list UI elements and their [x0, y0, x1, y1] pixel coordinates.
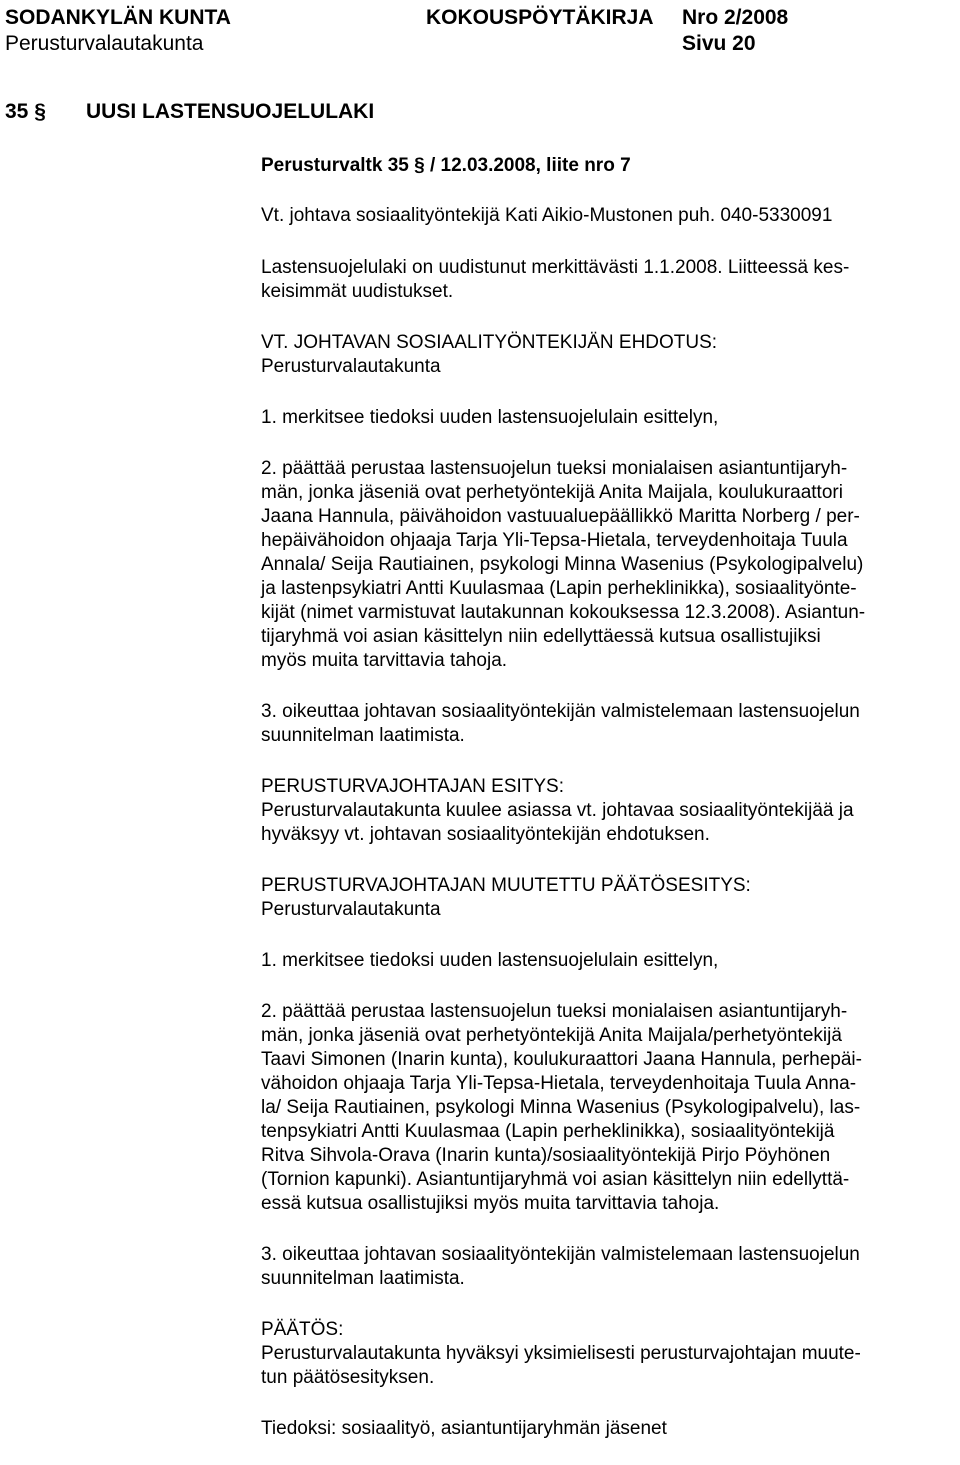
document-type: KOKOUSPÖYTÄKIRJA — [426, 6, 654, 29]
proposal3-item2-line: män, jonka jäseniä ovat perhetyöntekijä Anita Maijala/perhetyöntekijä — [261, 1025, 842, 1046]
committee-name: Perusturvalautakunta — [5, 32, 204, 55]
proposal3-body: Perusturvalautakunta — [261, 899, 441, 920]
proposal3-item2-line: tenpsykiatri Antti Kuulasmaa (Lapin perheklinikka), sosiaalityöntekijä — [261, 1121, 835, 1142]
proposal1-item2-line: tijaryhmä voi asian käsittelyn niin edellyttäessä kutsua osallistujiksi — [261, 626, 821, 647]
proposal1-item3-line: suunnitelman laatimista. — [261, 725, 465, 746]
proposal1-item2-line: Annala/ Seija Rautiainen, psykologi Minna Wasenius (Psykologipalvelu) — [261, 554, 864, 575]
proposal3-item2-line: (Tornion kapunki). Asiantuntijaryhmä voi asian käsittelyn niin edellyttä- — [261, 1169, 850, 1190]
proposal3-heading: PERUSTURVAJOHTAJAN MUUTETTU PÄÄTÖSESITYS: — [261, 875, 751, 896]
distribution-line: Tiedoksi: sosiaalityö, asiantuntijaryhmän jäsenet — [261, 1418, 667, 1439]
proposal1-item2-line: ja lastenpsykiatri Antti Kuulasmaa (Lapin perheklinikka), sosiaalityönte- — [261, 578, 857, 599]
proposal3-item2-line: la/ Seija Rautiainen, psykologi Minna Wasenius (Psykologipalvelu), las- — [261, 1097, 861, 1118]
page-number: Sivu 20 — [682, 32, 756, 55]
proposal1-item2-line: Jaana Hannula, päivähoidon vastuualuepäällikkö Maritta Norberg / per- — [261, 506, 860, 527]
proposal3-item3-line: suunnitelman laatimista. — [261, 1268, 465, 1289]
section-number: 35 § — [5, 100, 46, 123]
proposal2-body-line: Perusturvalautakunta kuulee asiassa vt. johtavaa sosiaalityöntekijää ja — [261, 800, 854, 821]
intro-line-2: keisimmät uudistukset. — [261, 281, 454, 302]
proposal1-item2-line: hepäivähoidon ohjaaja Tarja Yli-Tepsa-Hietala, terveydenhoitaja Tuula — [261, 530, 848, 551]
proposal1-item2-line: myös muita tarvittavia tahoja. — [261, 650, 508, 671]
proposal3-item2-line: 2. päättää perustaa lastensuojelun tueksi monialaisen asiantuntijaryh- — [261, 1001, 848, 1022]
proposal1-item2-line: kijät (nimet varmistuvat lautakunnan kokouksessa 12.3.2008). Asiantun- — [261, 602, 866, 623]
proposal2-body-line: hyväksyy vt. johtavan sosiaalityöntekijän ehdotuksen. — [261, 824, 710, 845]
preparer-line: Vt. johtava sosiaalityöntekijä Kati Aikio-Mustonen puh. 040-5330091 — [261, 205, 833, 226]
decision-body-line: Perusturvalautakunta hyväksyi yksimielisesti perusturvajohtajan muute- — [261, 1343, 861, 1364]
proposal1-item2-line: män, jonka jäseniä ovat perhetyöntekijä Anita Maijala, koulukuraattori — [261, 482, 843, 503]
decision-body-line: tun päätösesityksen. — [261, 1367, 435, 1388]
intro-line-1: Lastensuojelulaki on uudistunut merkittävästi 1.1.2008. Liitteessä kes- — [261, 257, 850, 278]
proposal3-item1: 1. merkitsee tiedoksi uuden lastensuojelulain esittelyn, — [261, 950, 719, 971]
proposal3-item2-line: vähoidon ohjaaja Tarja Yli-Tepsa-Hietala, terveydenhoitaja Tuula Anna- — [261, 1073, 857, 1094]
section-title: UUSI LASTENSUOJELULAKI — [86, 100, 375, 123]
proposal1-body: Perusturvalautakunta — [261, 356, 441, 377]
proposal3-item2-line: Taavi Simonen (Inarin kunta), koulukuraattori Jaana Hannula, perhepäi- — [261, 1049, 862, 1070]
org-name: SODANKYLÄN KUNTA — [5, 6, 231, 29]
proposal1-heading: VT. JOHTAVAN SOSIAALITYÖNTEKIJÄN EHDOTUS: — [261, 332, 718, 353]
proposal1-item1: 1. merkitsee tiedoksi uuden lastensuojelulain esittelyn, — [261, 407, 719, 428]
reference-line: Perusturvaltk 35 § / 12.03.2008, liite nro 7 — [261, 155, 631, 176]
proposal3-item2-line: Ritva Sihvola-Orava (Inarin kunta)/sosiaalityöntekijä Pirjo Pöyhönen — [261, 1145, 831, 1166]
proposal1-item2-line: 2. päättää perustaa lastensuojelun tueksi monialaisen asiantuntijaryh- — [261, 458, 848, 479]
decision-heading: PÄÄTÖS: — [261, 1319, 344, 1340]
document-number: Nro 2/2008 — [682, 6, 789, 29]
proposal1-item3-line: 3. oikeuttaa johtavan sosiaalityöntekijän valmistelemaan lastensuojelun — [261, 701, 860, 722]
proposal2-heading: PERUSTURVAJOHTAJAN ESITYS: — [261, 776, 564, 797]
proposal3-item2-line: essä kutsua osallistujiksi myös muita tarvittavia tahoja. — [261, 1193, 720, 1214]
proposal3-item3-line: 3. oikeuttaa johtavan sosiaalityöntekijän valmistelemaan lastensuojelun — [261, 1244, 860, 1265]
